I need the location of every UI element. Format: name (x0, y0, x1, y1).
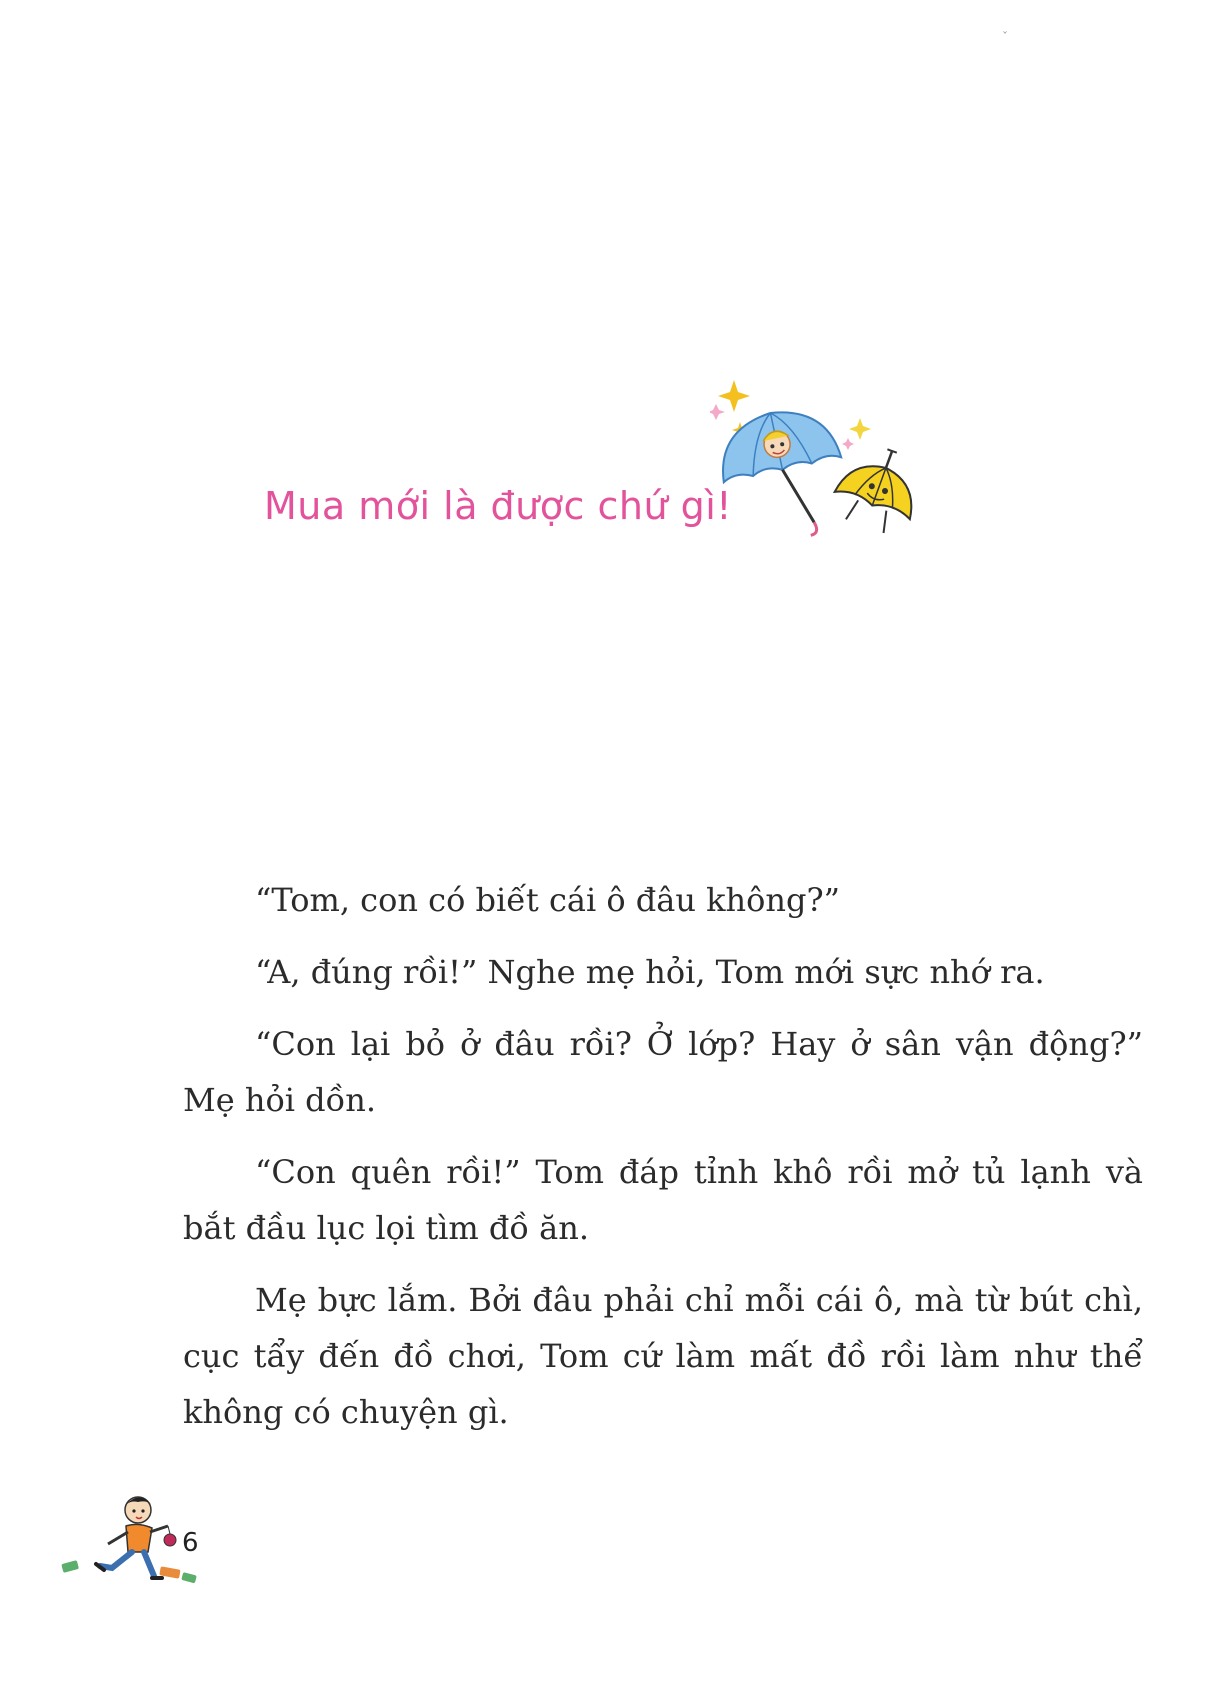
yellow-umbrella-icon (827, 437, 930, 540)
story-text (183, 872, 1143, 1456)
page-number: 6 (182, 1528, 199, 1558)
paragraph: Mẹ bực lắm. Bởi đâu phải chỉ mỗi cái ô, mà từ bút chì, cục tẩy đến đồ chơi, Tom cứ làm mất đồ rồi làm như thể không có chuyện gì. (183, 1281, 1143, 1431)
paragraph: “A, đúng rồi!” Nghe mẹ hỏi, Tom mới sực nhớ ra. (255, 953, 1045, 991)
paragraph: “Tom, con có biết cái ô đâu không?” (255, 881, 840, 919)
blue-umbrella-icon (712, 401, 856, 551)
paragraph: “Con quên rồi!” Tom đáp tỉnh khô rồi mở tủ lạnh và bắt đầu lục lọi tìm đồ ăn. (183, 1153, 1143, 1247)
chapter-title: Mua mới là được chứ gì! (264, 484, 733, 528)
scan-mark: ˇ (1002, 30, 1008, 44)
paragraph: “Con lại bỏ ở đâu rồi? Ở lớp? Hay ở sân vận động?” Mẹ hỏi dồn. (183, 1025, 1143, 1119)
umbrellas-illustration-icon (710, 378, 930, 568)
